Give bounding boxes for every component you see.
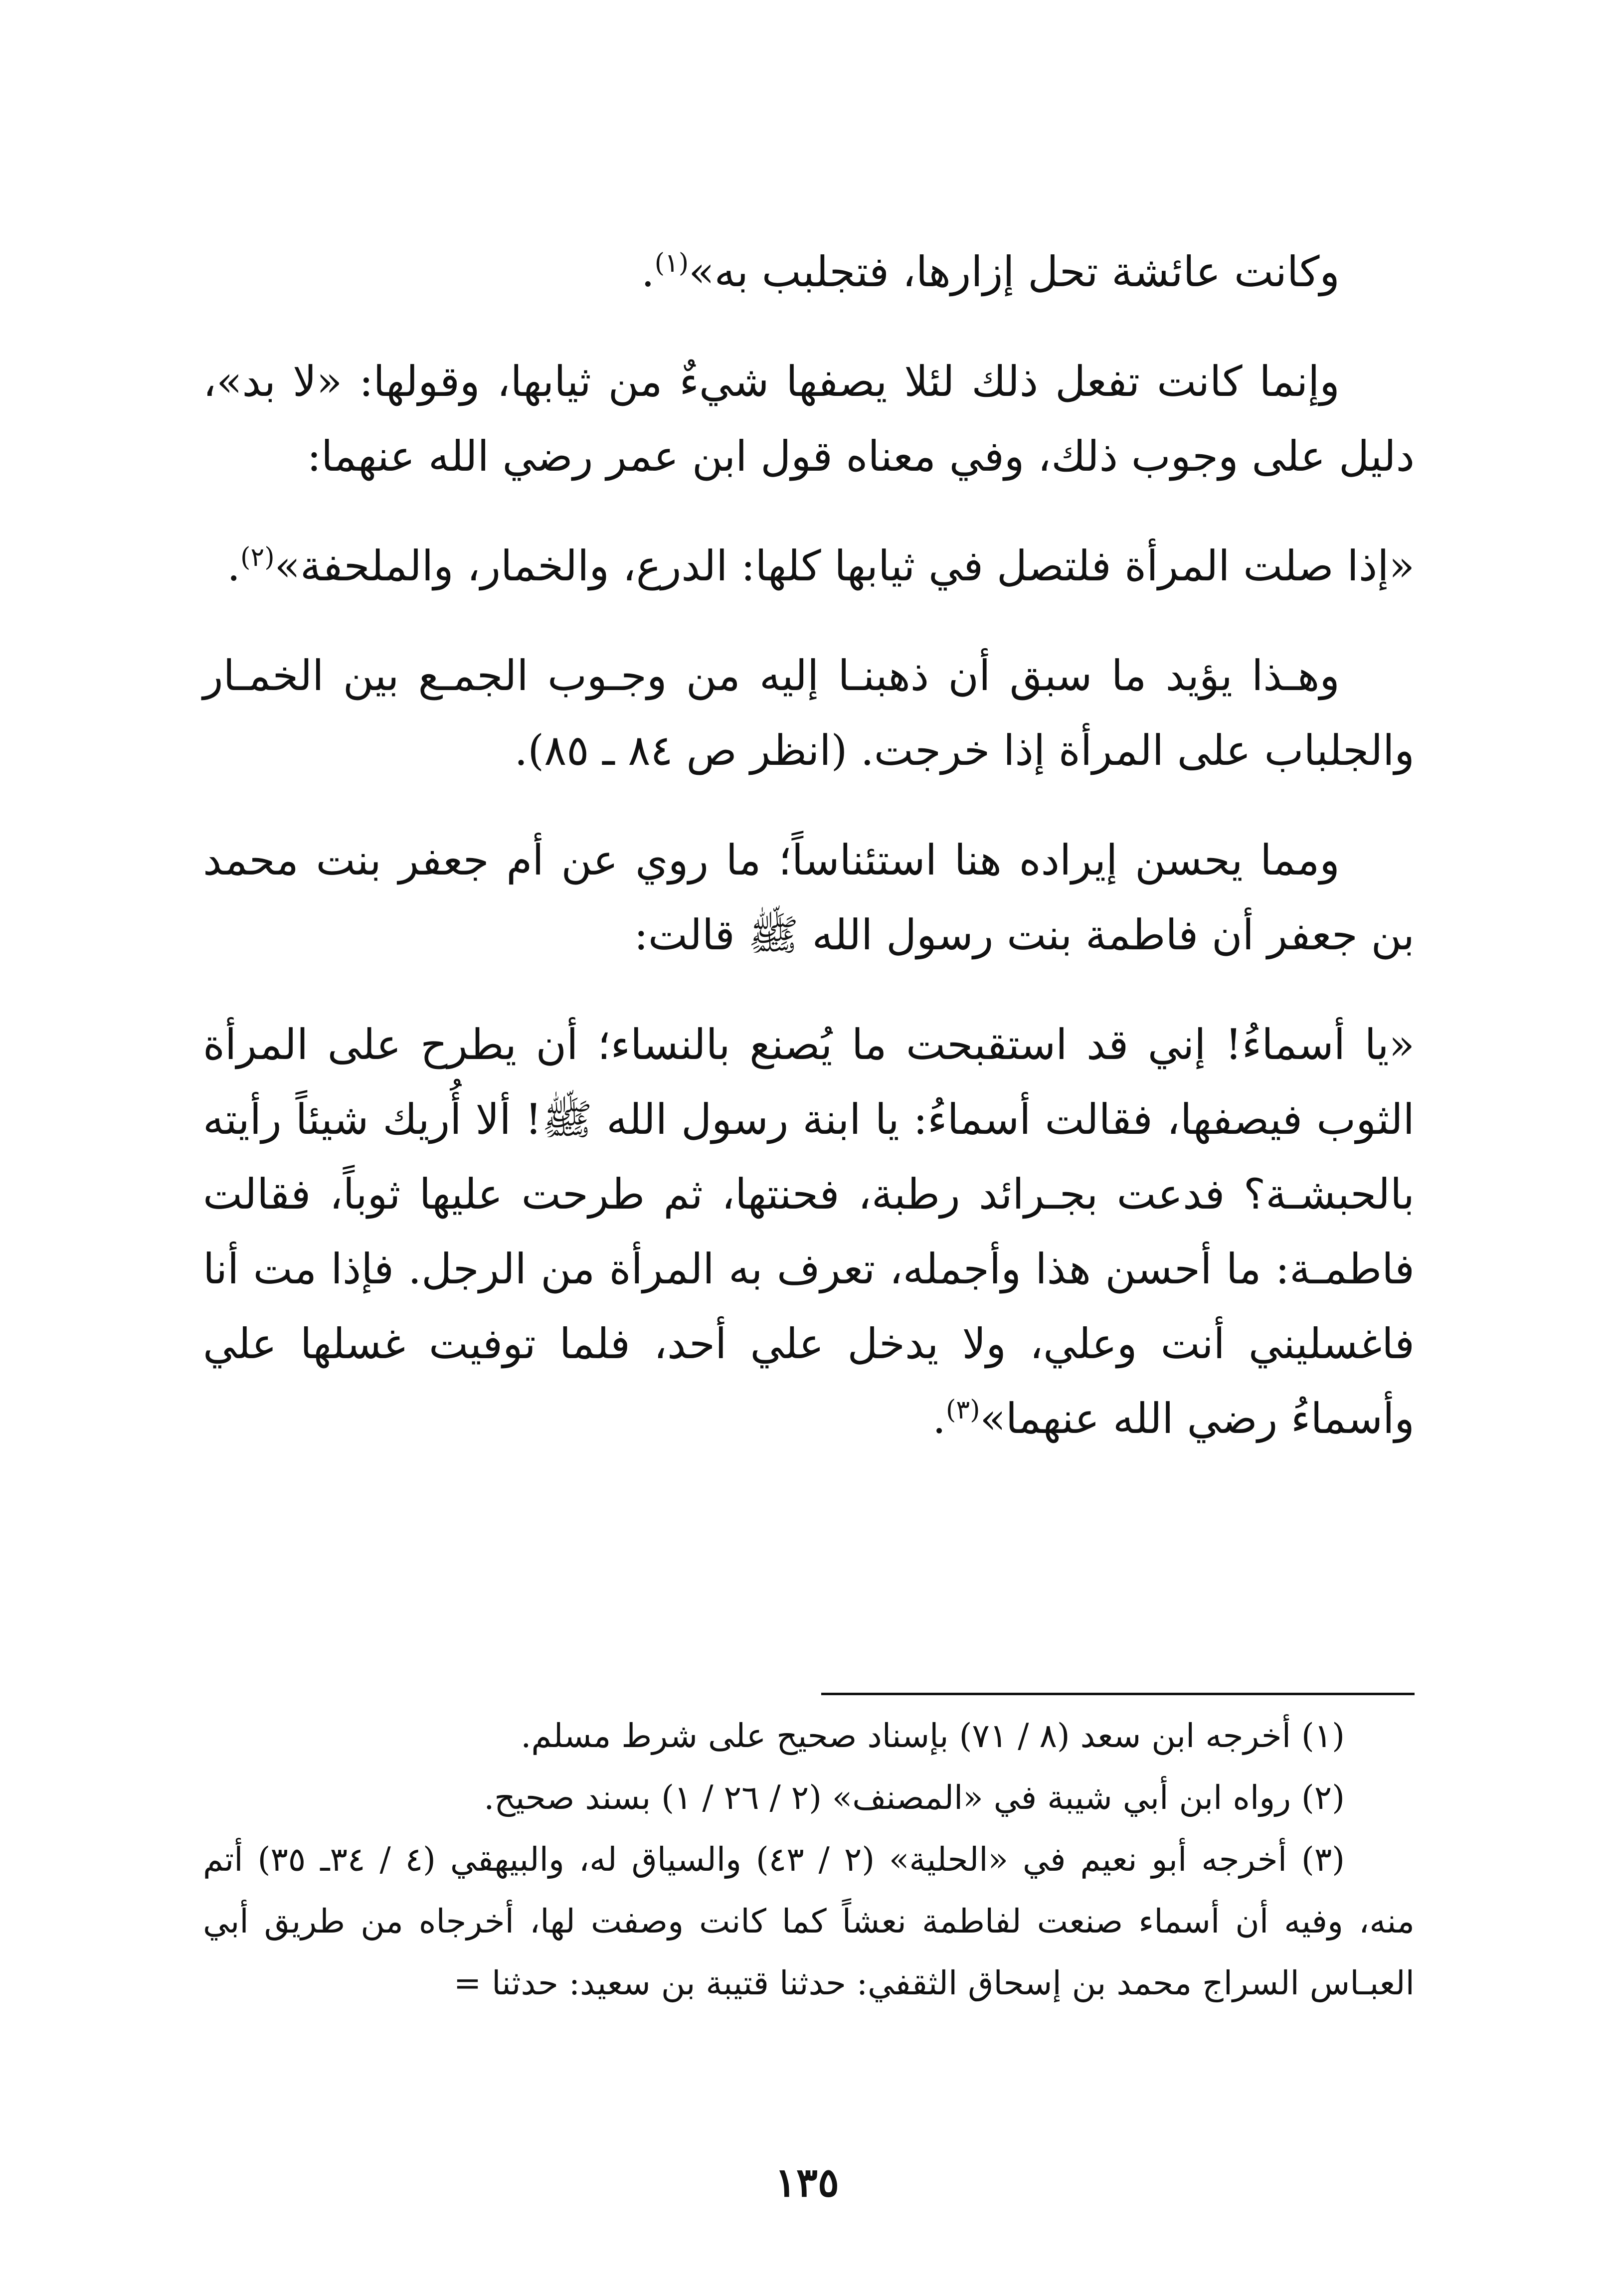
paragraph-text: وهـذا يؤيد ما سبق أن ذهبنـا إليه من وجـوب الجمـع بين الخمـار والجلباب على المرأة إذا خرجت. (انظر ص ٨٤ ـ ٨٥).	[203, 651, 1415, 775]
paragraph-2	[203, 344, 1415, 494]
paragraph-text: «يا أسماءُ! إني قد استقبحت ما يُصنع بالنساء؛ أن يطرح على المرأة الثوب فيصفها، فقالت أسماءُ: يا ابنة رسول الله ﷺ! ألا أُريك شيئاً رأيته بالحبشـة؟ فدعت بجـرائد رطبة، فحنتها، ثم طرحت عليها ثوباً، فقالت فاطمـة: ما أحسن هذا وأجمله، تعرف به المرأة من الرجل. فإذا مت أنا فاغسليني أنت وعلي، ولا يدخل علي أحد، فلما توفيت غسلها علي وأسماءُ رضي الله عنهما»	[203, 1020, 1415, 1443]
footnote-ref-3: (٣)	[946, 1395, 980, 1425]
footnote-1: (١) أخرجه ابن سعد (٨ / ٧١) بإسناد صحيح على شرط مسلم.	[521, 1717, 1345, 1755]
paragraph-tail: .	[227, 541, 241, 590]
paragraph-6-quote	[203, 1007, 1415, 1456]
paragraph-text: ومما يحسن إيراده هنا استئناساً؛ ما روي عن أم جعفر بنت محمد بن جعفر أن فاطمة بنت رسول الله ﷺ قالت:	[203, 836, 1415, 959]
footnote-3: (٣) أخرجه أبو نعيم في «الحلية» (٢ / ٤٣) والسياق له، والبيهقي (٤ / ٣٤ـ ٣٥) أتم منه، وفيه أن أسماء صنعت لفاطمة نعشاً كما كانت وصفت لها، أخرجاه من طريق أبي العبـاس السراج محمد بن إسحاق الثقفي: حدثنا قتيبة بن سعيد: حدثنا =	[203, 1840, 1415, 2002]
paragraph-1	[203, 234, 1415, 309]
footnote-divider	[821, 1693, 1415, 1695]
paragraph-3-quote	[203, 529, 1415, 603]
paragraph-tail: .	[641, 247, 655, 296]
paragraph-tail: .	[932, 1394, 946, 1443]
page-number: ١٣٥	[775, 2159, 839, 2206]
main-text	[203, 234, 1415, 1491]
paragraph-4	[203, 638, 1415, 788]
paragraph-text: وكانت عائشة تحل إزارها، فتجلبب به»	[689, 247, 1340, 296]
footnote-ref-1: (١)	[654, 248, 689, 278]
paragraph-text: «إذا صلت المرأة فلتصل في ثيابها كلها: الدرع، والخمار، والملحفة»	[274, 541, 1415, 590]
footnotes	[203, 1705, 1415, 2014]
footnote-ref-2: (٢)	[240, 542, 275, 572]
paragraph-text: وإنما كانت تفعل ذلك لئلا يصفها شيءٌ من ثيابها، وقولها: «لا بد»، دليل على وجوب ذلك، وفي معناه قول ابن عمر رضي الله عنهما:	[203, 357, 1415, 481]
footnote-2: (٢) رواه ابن أبي شيبة في «المصنف» (٢ / ٢٦ / ١) بسند صحيح.	[484, 1778, 1345, 1817]
paragraph-5	[203, 823, 1415, 972]
